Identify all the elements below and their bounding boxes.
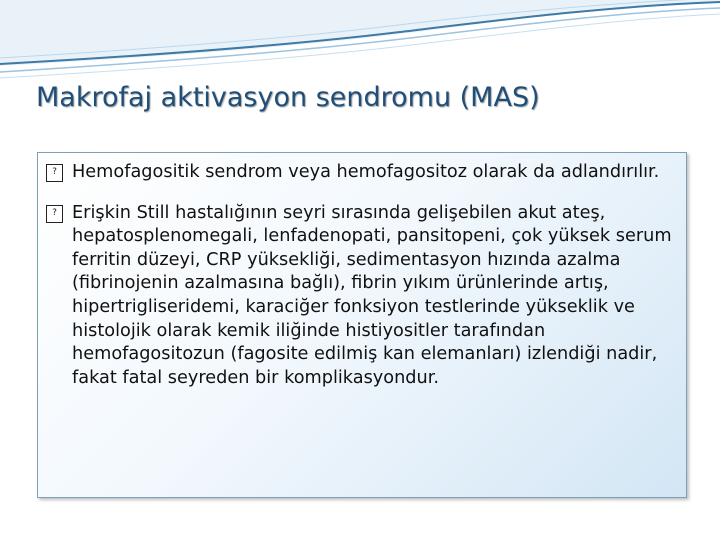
- header-wave-fill: [0, 0, 720, 66]
- bullet-text: Hemofagositik sendrom veya hemofagositoz olarak da adlandırılır.: [72, 162, 660, 182]
- bullet-item: [46, 161, 676, 185]
- missing-glyph-icon: ?: [46, 205, 63, 223]
- missing-glyph-icon: ?: [46, 164, 63, 182]
- bullet-text: Erişkin Still hastalığının seyri sırasında gelişebilen akut ateş, hepatosplenomegali, lenfadenopati, pansitopeni, çok yüksek serum ferritin düzeyi, CRP yüksekliği, sedimentasyon hızında azalma (fibrinojenin azalmasına bağlı), fibrin yıkım ürünlerinde artış, hipertrigliseridemi, karaciğer fonksiyon testlerinde yükseklik ve histolojik olarak kemik iliğinde histiyositler tarafından hemofagositozun (fagosite edilmiş kan elemanları) izlendiği nadir, fakat fatal seyreden bir komplikasyondur.: [72, 202, 672, 388]
- slide-title: Makrofaj aktivasyon sendromu (MAS): [36, 82, 540, 113]
- bullet-item: [46, 202, 676, 391]
- content-box: [37, 152, 687, 498]
